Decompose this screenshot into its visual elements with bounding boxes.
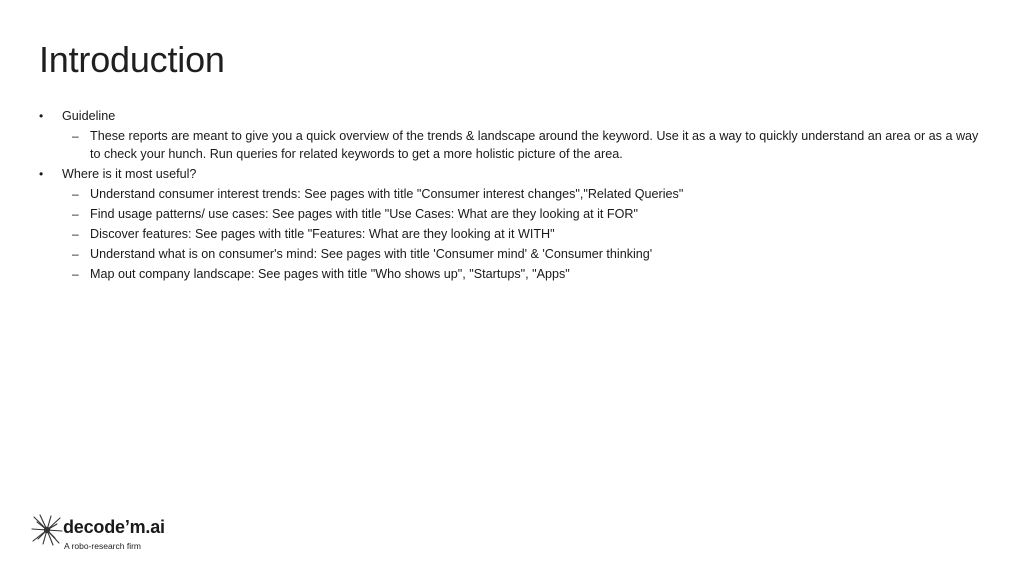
bullet-list (39, 105, 989, 283)
logo-name: decode’m.ai (63, 517, 165, 537)
sub-bullet-text: These reports are meant to give you a quick overview of the trends & landscape around the keyword. Use it as a way to quickly understand an area or as a way to check your hunch. Run queries for related keywords to get a more holistic picture of the area. (90, 129, 979, 161)
sub-bullet-dash: – (72, 187, 79, 201)
sub-bullet-item (39, 245, 989, 263)
sub-bullet-text: Map out company landscape: See pages with title "Who shows up", "Startups", "Apps" (90, 267, 570, 281)
sub-bullet-text: Discover features: See pages with title "Features: What are they looking at it WITH" (90, 227, 555, 241)
bullet-item (39, 107, 989, 125)
bullet-dot: • (39, 109, 44, 123)
slide-title: Introduction (39, 39, 225, 80)
sub-bullet-dash: – (72, 129, 79, 143)
sub-bullet-text: Understand consumer interest trends: See pages with title "Consumer interest changes","Related Queries" (90, 187, 684, 201)
sub-bullet-dash: – (72, 207, 79, 221)
company-logo (31, 512, 211, 552)
bullet-text: Guideline (62, 109, 116, 123)
bullet-dot: • (39, 167, 44, 181)
sub-bullet-dash: – (72, 227, 79, 241)
bullet-item (39, 165, 989, 183)
starburst-logo-icon (31, 514, 63, 546)
sub-bullet-item (39, 205, 989, 223)
sub-bullet-text: Understand what is on consumer's mind: See pages with title 'Consumer mind' & 'Consumer thinking' (90, 247, 653, 261)
sub-bullet-item (39, 265, 989, 283)
bullet-text: Where is it most useful? (62, 167, 197, 181)
sub-bullet-item (39, 127, 989, 163)
sub-bullet-item (39, 185, 989, 203)
sub-bullet-text: Find usage patterns/ use cases: See pages with title "Use Cases: What are they looking at it FOR" (90, 207, 638, 221)
sub-bullet-dash: – (72, 267, 79, 281)
sub-bullet-item (39, 225, 989, 243)
sub-bullet-dash: – (72, 247, 79, 261)
logo-tagline: A robo-research firm (64, 541, 141, 551)
